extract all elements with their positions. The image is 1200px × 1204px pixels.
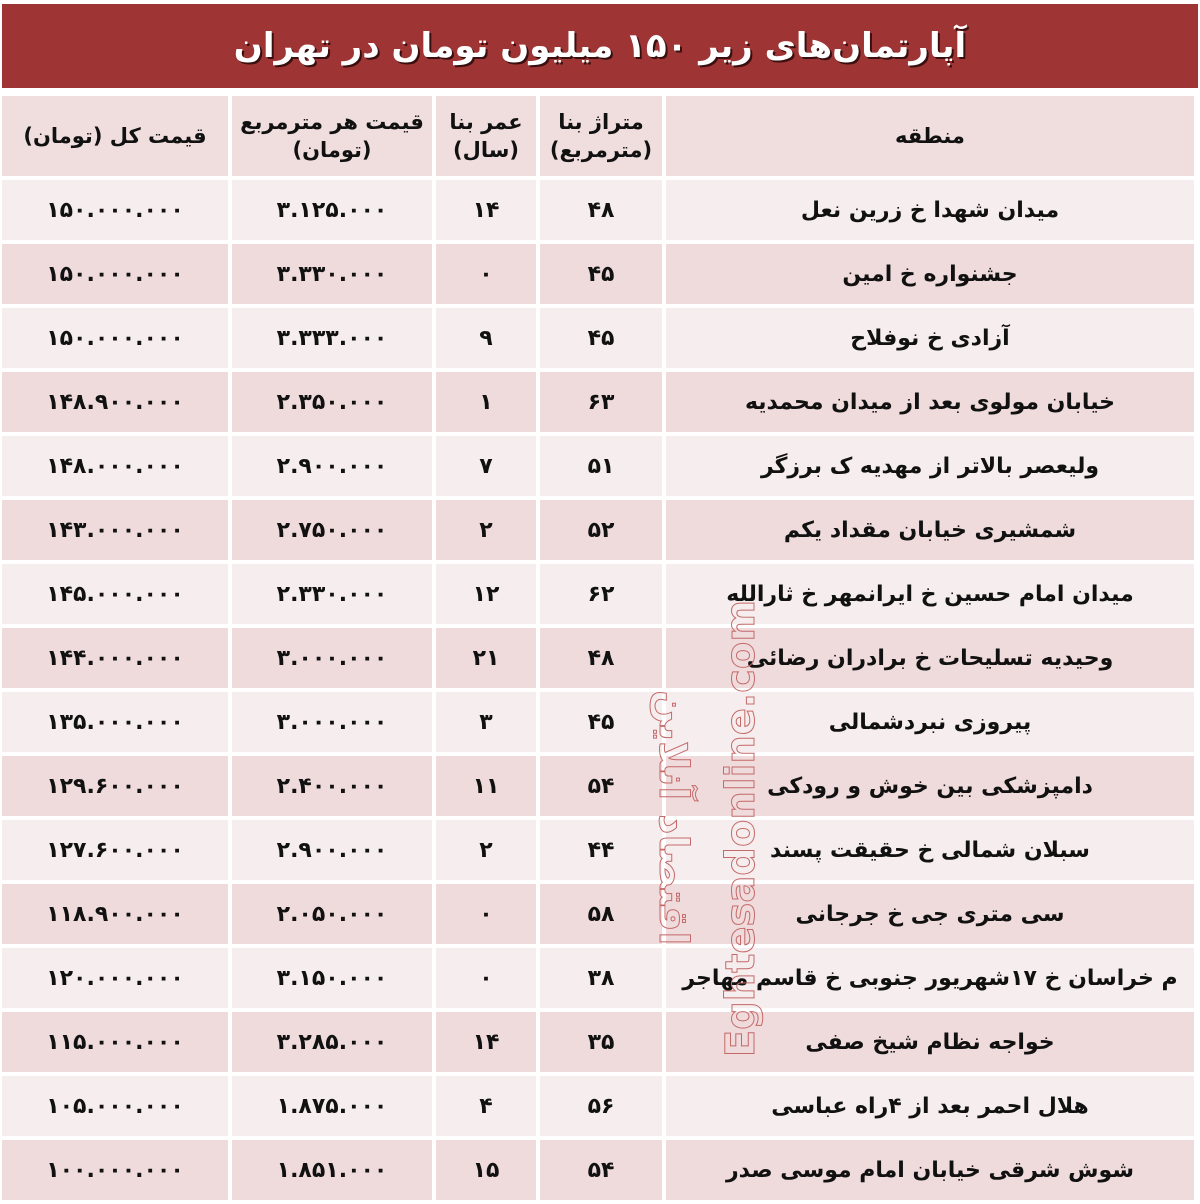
cell-region: شمشیری خیابان مقداد یکم [666, 500, 1194, 560]
cell-total-price: ۱۲۷.۶۰۰.۰۰۰ [2, 820, 228, 880]
cell-area: ۴۵ [540, 692, 662, 752]
header-age: عمر بنا (سال) [436, 96, 536, 176]
cell-age: ۷ [436, 436, 536, 496]
cell-total-price: ۱۴۴.۰۰۰.۰۰۰ [2, 628, 228, 688]
cell-age: ۲ [436, 500, 536, 560]
cell-price-per-m2: ۳.۰۰۰.۰۰۰ [232, 628, 432, 688]
cell-age: ۰ [436, 884, 536, 944]
cell-region: پیروزی نبردشمالی [666, 692, 1194, 752]
cell-age: ۰ [436, 244, 536, 304]
cell-region: ولیعصر بالاتر از مهدیه ک برزگر [666, 436, 1194, 496]
cell-price-per-m2: ۳.۱۲۵.۰۰۰ [232, 180, 432, 240]
cell-total-price: ۱۲۹.۶۰۰.۰۰۰ [2, 756, 228, 816]
cell-age: ۱ [436, 372, 536, 432]
cell-age: ۱۲ [436, 564, 536, 624]
cell-area: ۴۸ [540, 180, 662, 240]
cell-region: میدان شهدا خ زرین نعل [666, 180, 1194, 240]
cell-area: ۵۴ [540, 1140, 662, 1200]
cell-area: ۴۵ [540, 308, 662, 368]
table-row [2, 884, 1194, 944]
cell-area: ۵۲ [540, 500, 662, 560]
cell-area: ۵۱ [540, 436, 662, 496]
cell-region: سبلان شمالی خ حقیقت پسند [666, 820, 1194, 880]
table-row [2, 180, 1194, 240]
header-total-price: قیمت کل (تومان) [2, 96, 228, 176]
cell-total-price: ۱۴۵.۰۰۰.۰۰۰ [2, 564, 228, 624]
cell-age: ۱۵ [436, 1140, 536, 1200]
cell-area: ۵۶ [540, 1076, 662, 1136]
cell-area: ۴۴ [540, 820, 662, 880]
cell-region: م خراسان خ ۱۷شهریور جنوبی خ قاسم مهاجر [666, 948, 1194, 1008]
table-title-bar [2, 4, 1198, 88]
table-row [2, 1140, 1194, 1200]
apartment-price-table [0, 92, 1198, 1204]
cell-region: وحیدیه تسلیحات خ برادران رضائی [666, 628, 1194, 688]
cell-age: ۲۱ [436, 628, 536, 688]
cell-region: شوش شرقی خیابان امام موسی صدر [666, 1140, 1194, 1200]
cell-region: دامپزشکی بین خوش و رودکی [666, 756, 1194, 816]
cell-total-price: ۱۵۰.۰۰۰.۰۰۰ [2, 308, 228, 368]
cell-price-per-m2: ۲.۹۰۰.۰۰۰ [232, 820, 432, 880]
cell-region: جشنواره خ امین [666, 244, 1194, 304]
cell-area: ۳۸ [540, 948, 662, 1008]
cell-region: آزادی خ نوفلاح [666, 308, 1194, 368]
table-row [2, 1012, 1194, 1072]
header-area: متراژ بنا (مترمربع) [540, 96, 662, 176]
cell-price-per-m2: ۱.۸۷۵.۰۰۰ [232, 1076, 432, 1136]
cell-total-price: ۱۱۵.۰۰۰.۰۰۰ [2, 1012, 228, 1072]
cell-price-per-m2: ۲.۰۵۰.۰۰۰ [232, 884, 432, 944]
table-title: آپارتمان‌های زیر ۱۵۰ میلیون تومان در تهران [233, 26, 967, 66]
table-row [2, 436, 1194, 496]
table-row [2, 564, 1194, 624]
cell-area: ۴۸ [540, 628, 662, 688]
cell-region: خیابان مولوی بعد از میدان محمدیه [666, 372, 1194, 432]
cell-area: ۶۲ [540, 564, 662, 624]
cell-price-per-m2: ۳.۲۸۵.۰۰۰ [232, 1012, 432, 1072]
cell-total-price: ۱۰۵.۰۰۰.۰۰۰ [2, 1076, 228, 1136]
cell-area: ۵۸ [540, 884, 662, 944]
header-region: منطقه [666, 96, 1194, 176]
cell-price-per-m2: ۳.۱۵۰.۰۰۰ [232, 948, 432, 1008]
cell-age: ۰ [436, 948, 536, 1008]
cell-region: میدان امام حسین خ ایرانمهر خ ثارالله [666, 564, 1194, 624]
table-row [2, 820, 1194, 880]
table-row [2, 372, 1194, 432]
cell-total-price: ۱۴۸.۹۰۰.۰۰۰ [2, 372, 228, 432]
cell-region: هلال احمر بعد از ۴راه عباسی [666, 1076, 1194, 1136]
cell-area: ۵۴ [540, 756, 662, 816]
cell-price-per-m2: ۲.۷۵۰.۰۰۰ [232, 500, 432, 560]
cell-price-per-m2: ۲.۳۵۰.۰۰۰ [232, 372, 432, 432]
cell-total-price: ۱۰۰.۰۰۰.۰۰۰ [2, 1140, 228, 1200]
cell-price-per-m2: ۲.۳۳۰.۰۰۰ [232, 564, 432, 624]
cell-price-per-m2: ۳.۰۰۰.۰۰۰ [232, 692, 432, 752]
table-row [2, 244, 1194, 304]
cell-age: ۹ [436, 308, 536, 368]
cell-price-per-m2: ۳.۳۳۳.۰۰۰ [232, 308, 432, 368]
table-row [2, 1076, 1194, 1136]
cell-region: خواجه نظام شیخ صفی [666, 1012, 1194, 1072]
cell-price-per-m2: ۳.۳۳۰.۰۰۰ [232, 244, 432, 304]
cell-total-price: ۱۵۰.۰۰۰.۰۰۰ [2, 244, 228, 304]
table-header-row [2, 96, 1194, 176]
cell-total-price: ۱۵۰.۰۰۰.۰۰۰ [2, 180, 228, 240]
table-row [2, 628, 1194, 688]
cell-age: ۱۴ [436, 180, 536, 240]
header-price-per-m2: قیمت هر مترمربع (تومان) [232, 96, 432, 176]
cell-age: ۳ [436, 692, 536, 752]
cell-total-price: ۱۲۰.۰۰۰.۰۰۰ [2, 948, 228, 1008]
watermark-persian: اقتصاد آنلاین [650, 690, 696, 946]
cell-age: ۴ [436, 1076, 536, 1136]
table-row [2, 756, 1194, 816]
cell-price-per-m2: ۲.۹۰۰.۰۰۰ [232, 436, 432, 496]
cell-total-price: ۱۴۳.۰۰۰.۰۰۰ [2, 500, 228, 560]
table-row [2, 500, 1194, 560]
table-row [2, 948, 1194, 1008]
cell-price-per-m2: ۱.۸۵۱.۰۰۰ [232, 1140, 432, 1200]
cell-age: ۱۴ [436, 1012, 536, 1072]
cell-total-price: ۱۳۵.۰۰۰.۰۰۰ [2, 692, 228, 752]
cell-area: ۶۳ [540, 372, 662, 432]
cell-total-price: ۱۴۸.۰۰۰.۰۰۰ [2, 436, 228, 496]
table-row [2, 308, 1194, 368]
cell-age: ۲ [436, 820, 536, 880]
cell-region: سی متری جی خ جرجانی [666, 884, 1194, 944]
table-row [2, 692, 1194, 752]
cell-area: ۳۵ [540, 1012, 662, 1072]
cell-area: ۴۵ [540, 244, 662, 304]
cell-total-price: ۱۱۸.۹۰۰.۰۰۰ [2, 884, 228, 944]
cell-age: ۱۱ [436, 756, 536, 816]
cell-price-per-m2: ۲.۴۰۰.۰۰۰ [232, 756, 432, 816]
